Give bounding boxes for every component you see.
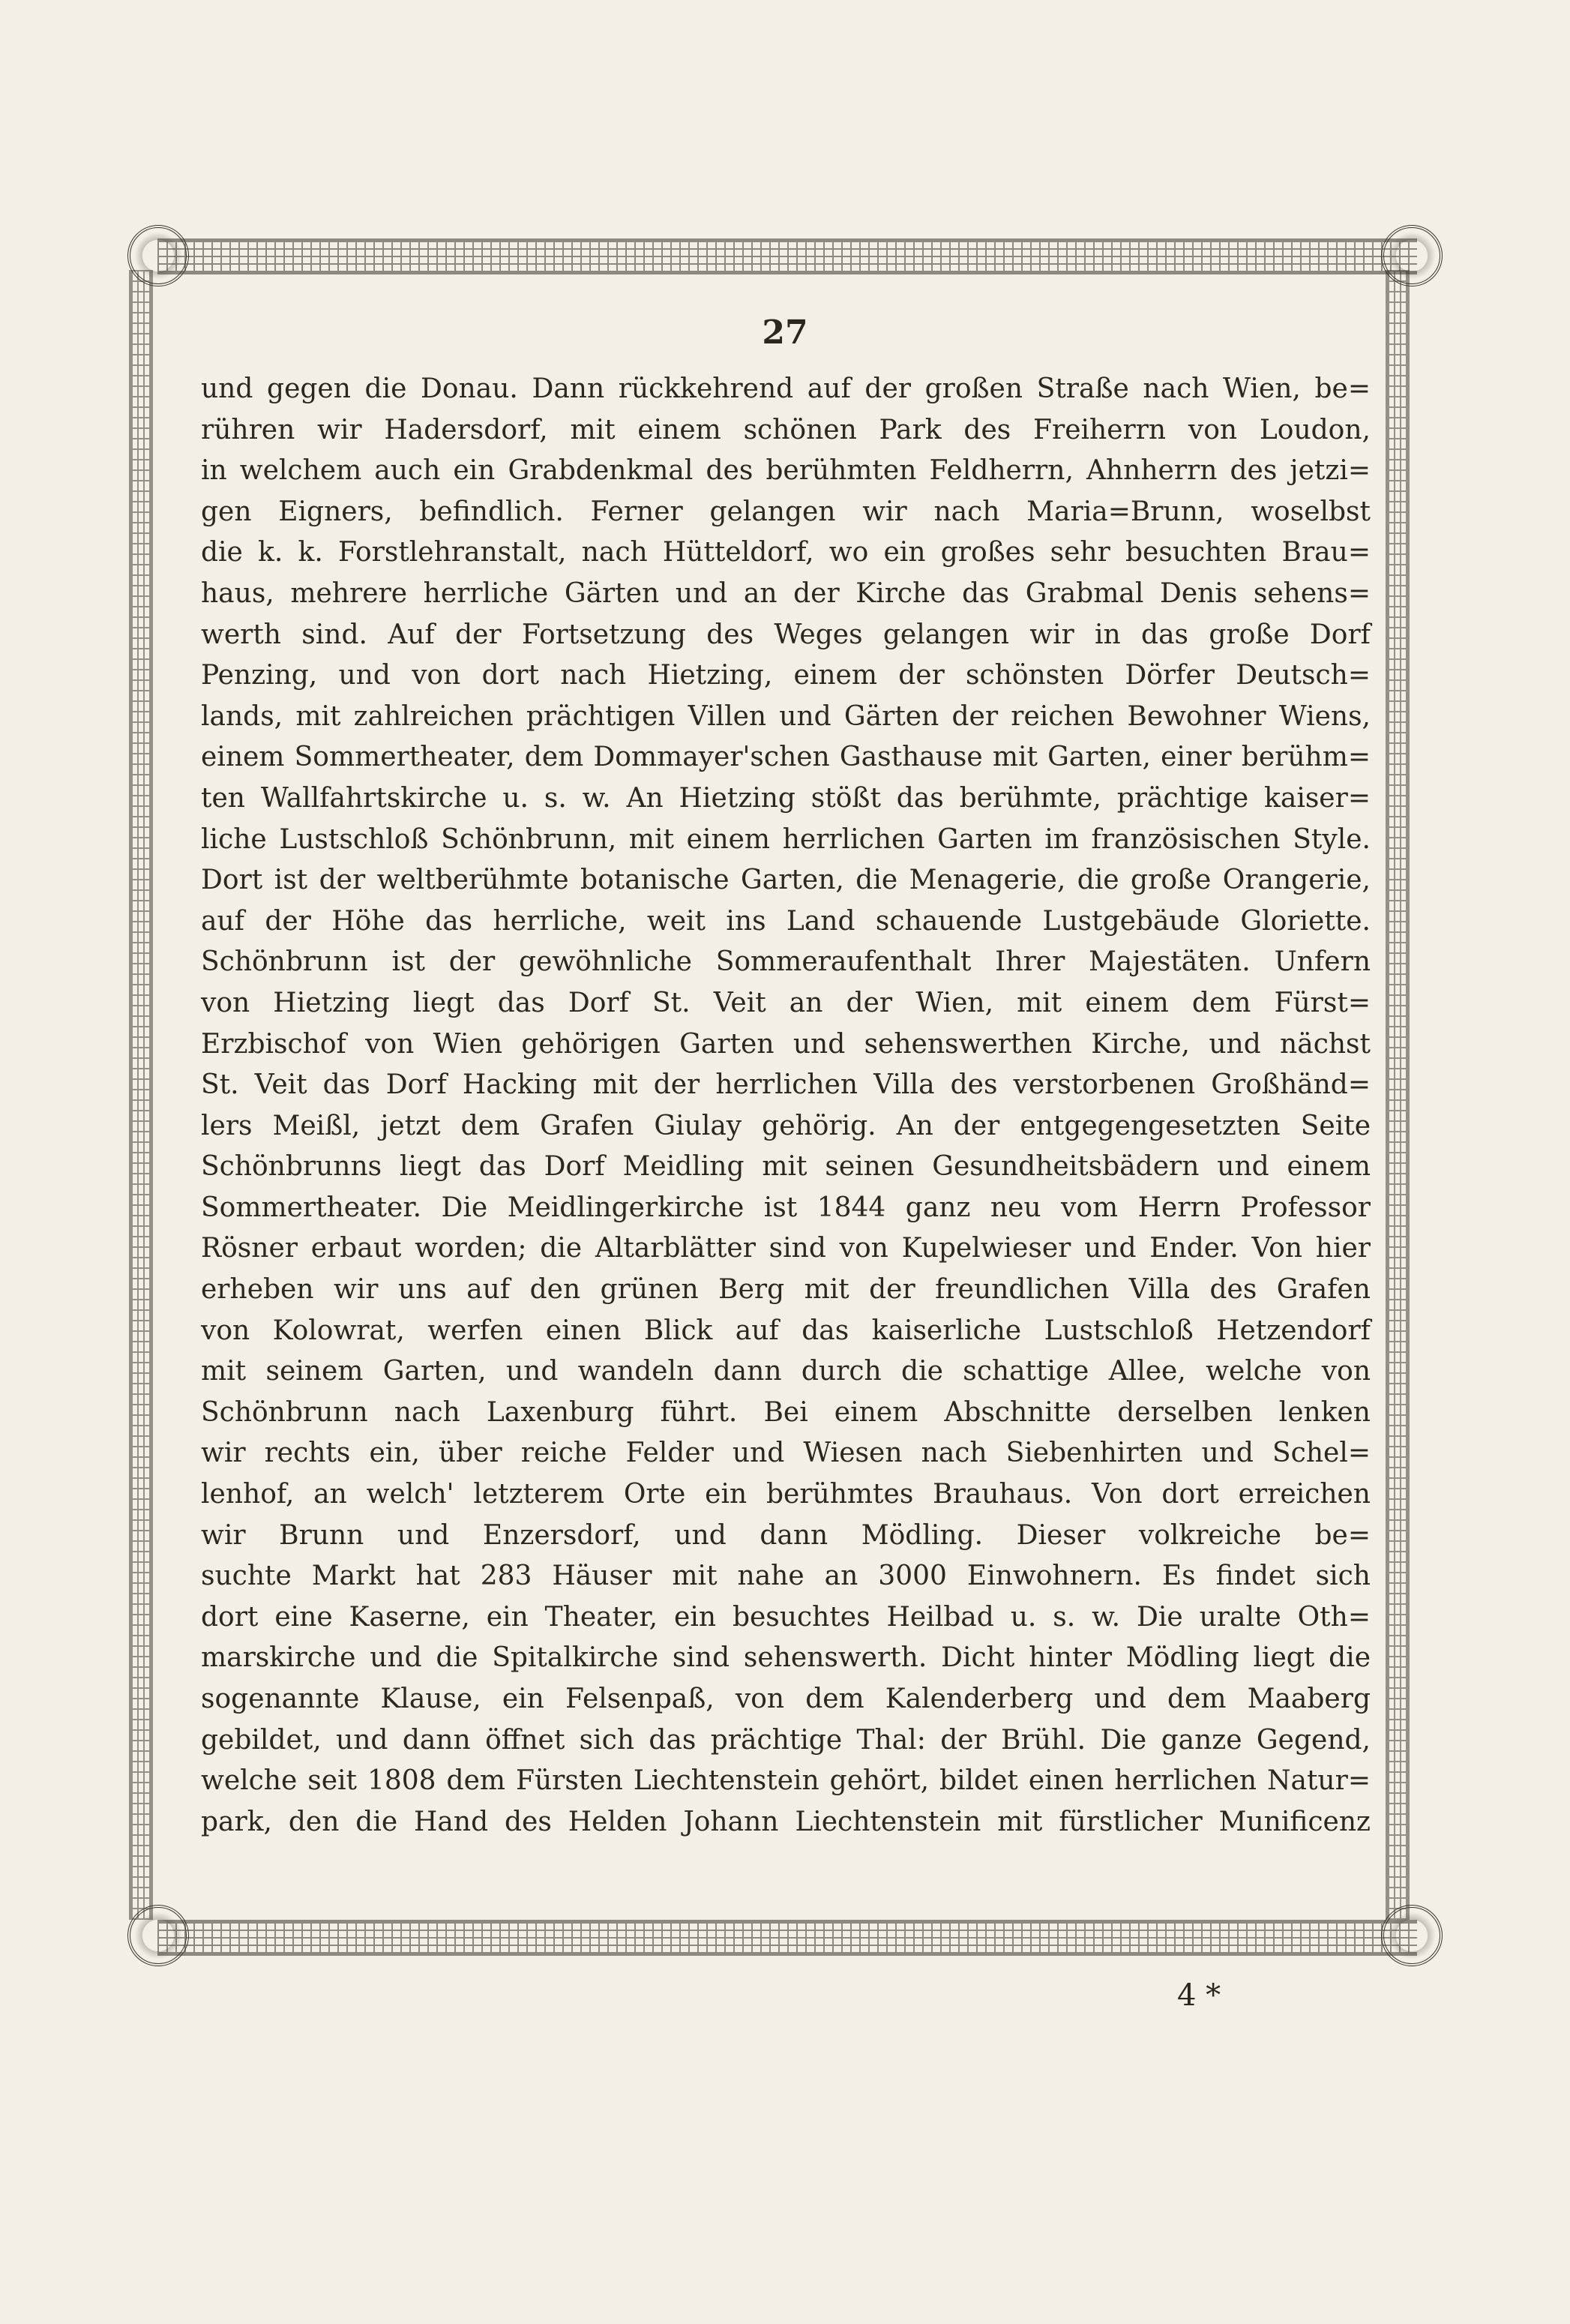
ornamental-border-left (129, 270, 153, 1920)
text-line: dort eine Kaserne, ein Theater, ein besuchtes Heilbad u. s. w. Die uralte Oth= (201, 1601, 1371, 1633)
text-line: auf der Höhe das herrliche, weit ins Land schauende Lustgebäude Gloriette. (201, 905, 1371, 937)
corner-ornament-icon (1381, 1905, 1443, 1966)
text-line: Rösner erbaut worden; die Altarblätter sind von Kupelwieser und Ender. Von hier (201, 1233, 1371, 1264)
text-line: werth sind. Auf der Fortsetzung des Weges gelangen wir in das große Dorf (201, 619, 1371, 650)
text-line: Schönbrunn nach Laxenburg führt. Bei einem Abschnitte derselben lenken (201, 1396, 1371, 1428)
text-line: marskirche und die Spitalkirche sind sehenswerth. Dicht hinter Mödling liegt die (201, 1642, 1371, 1674)
text-line: in welchem auch ein Grabdenkmal des berühmten Feldherrn, Ahnherrn des jetzi= (201, 455, 1371, 487)
text-line: liche Lustschloß Schönbrunn, mit einem herrlichen Garten im französischen Style. (201, 823, 1371, 855)
text-line: wir rechts ein, über reiche Felder und Wiesen nach Siebenhirten und Schel= (201, 1438, 1371, 1469)
page-number: 27 (762, 313, 808, 352)
text-line: die k. k. Forstlehranstalt, nach Hütteldorf, wo ein großes sehr besuchten Brau= (201, 537, 1371, 568)
body-text (201, 369, 1371, 1843)
text-line: park, den die Hand des Helden Johann Liechtenstein mit fürstlicher Munificenz (201, 1806, 1371, 1837)
text-line: Schönbrunn ist der gewöhnliche Sommeraufenthalt Ihrer Majestäten. Unfern (201, 946, 1371, 978)
text-line: Penzing, und von dort nach Hietzing, einem der schönsten Dörfer Deutsch= (201, 660, 1371, 691)
ornamental-border-right (1386, 270, 1410, 1920)
text-line: Erzbischof von Wien gehörigen Garten und sehenswerthen Kirche, und nächst (201, 1028, 1371, 1060)
text-line: wir Brunn und Enzersdorf, und dann Mödling. Dieser volkreiche be= (201, 1519, 1371, 1551)
text-line: Schönbrunns liegt das Dorf Meidling mit seinen Gesundheitsbädern und einem (201, 1151, 1371, 1183)
text-line: St. Veit das Dorf Hacking mit der herrlichen Villa des verstorbenen Großhänd= (201, 1069, 1371, 1101)
ornamental-border-bottom (157, 1920, 1417, 1956)
text-line: suchte Markt hat 283 Häuser mit nahe an 3000 Einwohnern. Es findet sich (201, 1561, 1371, 1592)
text-line: lenhof, an welch' letzterem Orte ein berühmtes Brauhaus. Von dort erreichen (201, 1479, 1371, 1510)
text-line: mit seinem Garten, und wandeln dann durch die schattige Allee, welche von (201, 1356, 1371, 1387)
corner-ornament-icon (127, 225, 189, 286)
text-line: Sommertheater. Die Meidlingerkirche ist 1844 ganz neu vom Herrn Professor (201, 1192, 1371, 1223)
corner-ornament-icon (127, 1905, 189, 1966)
text-line: gebildet, und dann öffnet sich das prächtige Thal: der Brühl. Die ganze Gegend, (201, 1724, 1371, 1756)
text-line: lands, mit zahlreichen prächtigen Villen und Gärten der reichen Bewohner Wiens, (201, 700, 1371, 732)
text-line: haus, mehrere herrliche Gärten und an der Kirche das Grabmal Denis sehens= (201, 577, 1371, 609)
signature-mark: 4 * (1177, 1978, 1221, 2013)
text-line: erheben wir uns auf den grünen Berg mit der freundlichen Villa des Grafen (201, 1274, 1371, 1306)
ornamental-border-top (157, 238, 1417, 274)
text-line: gen Eigners, befindlich. Ferner gelangen wir nach Maria=Brunn, woselbst (201, 496, 1371, 527)
text-line: lers Meißl, jetzt dem Grafen Giulay gehörig. An der entgegengesetzten Seite (201, 1110, 1371, 1141)
text-line: sogenannte Klause, ein Felsenpaß, von dem Kalenderberg und dem Maaberg (201, 1684, 1371, 1714)
text-line: von Kolowrat, werfen einen Blick auf das kaiserliche Lustschloß Hetzendorf (201, 1315, 1371, 1346)
text-line: ten Wallfahrtskirche u. s. w. An Hietzing stößt das berühmte, prächtige kaiser= (201, 782, 1371, 814)
text-line: rühren wir Hadersdorf, mit einem schönen Park des Freiherrn von Loudon, (201, 414, 1371, 445)
text-line: von Hietzing liegt das Dorf St. Veit an der Wien, mit einem dem Fürst= (201, 987, 1371, 1018)
text-line: Dort ist der weltberühmte botanische Garten, die Menagerie, die große Orangerie, (201, 865, 1371, 896)
text-line: einem Sommertheater, dem Dommayer'schen Gasthause mit Garten, einer berühm= (201, 742, 1371, 773)
corner-ornament-icon (1381, 225, 1443, 286)
text-line: und gegen die Donau. Dann rückkehrend auf der großen Straße nach Wien, be= (201, 373, 1371, 404)
text-line: welche seit 1808 dem Fürsten Liechtenstein gehört, bildet einen herrlichen Natur= (201, 1765, 1371, 1797)
